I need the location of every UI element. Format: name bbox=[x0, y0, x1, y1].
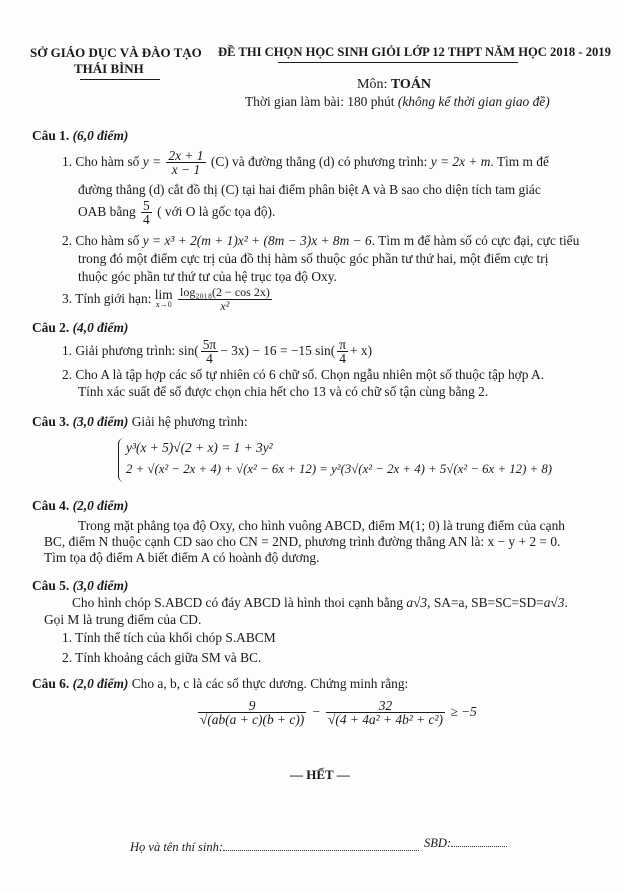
q1-p2-text-b: . Tìm m để hàm số có cực đại, cực tiểu bbox=[371, 233, 580, 248]
q6-title: Câu 6. bbox=[32, 676, 70, 691]
q5-l1-c: . bbox=[564, 595, 568, 610]
q6-text: Cho a, b, c là các số thực dương. Chứng minh rằng: bbox=[131, 676, 409, 691]
q3-title: Câu 3. bbox=[32, 414, 70, 429]
time-line bbox=[245, 94, 550, 110]
candidate-name-line bbox=[130, 840, 419, 855]
q4-line2: BC, điểm N thuộc cạnh CD sao cho CN = 2ND, phương trình đường thẳng AN là: x − y + 2 = 0. bbox=[44, 534, 561, 549]
q2-p1-text: 1. Giải phương trình: bbox=[62, 343, 176, 358]
q5-line2: Gọi M là trung điểm của CD. bbox=[44, 612, 202, 627]
system-brace bbox=[118, 438, 125, 482]
subject-name: TOÁN bbox=[390, 77, 432, 92]
q3-heading bbox=[32, 414, 248, 430]
q1-part2-line3: thuộc góc phần tư thứ tư của hệ trục tọa độ Oxy. bbox=[78, 269, 337, 284]
department-name: SỞ GIÁO DỤC VÀ ĐÀO TẠO bbox=[30, 45, 202, 60]
q1-part1-line1 bbox=[62, 148, 549, 176]
q6-minus: − bbox=[311, 704, 321, 719]
q1-p1-text-b: (C) và đường thẳng (d) có phương trình: bbox=[210, 154, 428, 169]
candidate-name-field[interactable] bbox=[223, 850, 419, 851]
q2-p1-frac1: $\frac{5\pi}{4}$ bbox=[202, 337, 217, 367]
q1-part1-line3 bbox=[78, 198, 275, 226]
q5-sd-length: a√3 bbox=[543, 595, 565, 610]
q5-heading bbox=[32, 578, 128, 594]
q1-title: Câu 1. bbox=[32, 128, 70, 143]
q5-title: Câu 5. bbox=[32, 578, 70, 593]
q2-title: Câu 2. bbox=[32, 320, 70, 335]
q1-part1-line2: đường thẳng (d) cắt đồ thị (C) tại hai điểm phân biệt A và B sao cho diện tích tam giác bbox=[78, 182, 541, 197]
q6-heading bbox=[32, 676, 408, 692]
q6-points: (2,0 điểm) bbox=[72, 676, 129, 691]
q1-part2-line2: trong đó một điểm cực trị của đồ thị hàm số thuộc góc phần tư thứ hai, một điểm cực trị bbox=[78, 251, 549, 266]
q3-points: (3,0 điểm) bbox=[72, 414, 129, 429]
q1-p1-fraction: $\frac{2x + 1}{x - 1}$ bbox=[168, 148, 204, 178]
q5-l1-b: , SA=a, SB=SC=SD= bbox=[427, 595, 544, 610]
q3-text: Giải hệ phương trình: bbox=[131, 414, 248, 429]
title-divider bbox=[278, 62, 518, 63]
time-note: (không kể thời gian giao đề) bbox=[397, 94, 550, 109]
sbd-field[interactable] bbox=[451, 846, 507, 847]
q5-l1-a: Cho hình chóp S.ABCD có đáy ABCD là hình thoi cạnh bằng bbox=[72, 595, 404, 610]
exam-title: ĐỀ THI CHỌN HỌC SINH GIỎI LỚP 12 THPT NĂM HỌC 2018 - 2019 bbox=[218, 45, 611, 59]
q2-p1-sin1: sin( bbox=[178, 343, 199, 358]
q2-p1-end: + x) bbox=[349, 343, 373, 358]
q5-part2: 2. Tính khoảng cách giữa SM và BC. bbox=[62, 650, 262, 665]
sbd-label: SBD: bbox=[424, 836, 452, 850]
q5-side-length: a√3 bbox=[406, 595, 428, 610]
q5-points: (3,0 điểm) bbox=[72, 578, 129, 593]
q1-p1-text-c: . Tìm m để bbox=[490, 154, 549, 169]
q1-part2-line1 bbox=[62, 233, 579, 249]
q1-p2-eq: y = x³ + 2(m + 1)x² + (8m − 3)x + 8m − 6 bbox=[142, 233, 372, 248]
q4-line1: Trong mặt phẳng tọa độ Oxy, cho hình vuông ABCD, điểm M(1; 0) là trung điểm của cạnh bbox=[78, 518, 565, 533]
q4-line3: Tìm tọa độ điểm A biết điểm A có hoành độ dương. bbox=[44, 550, 320, 565]
q3-equation1: y³(x + 5)√(2 + x) = 1 + 3y² bbox=[126, 440, 273, 455]
q2-part2-line2: Tính xác suất để số được chọn chia hết cho 13 và có chữ số tận cùng bằng 2. bbox=[78, 384, 489, 399]
subject-line bbox=[357, 77, 431, 93]
limit-symbol: lim x→0 bbox=[154, 286, 173, 309]
q1-p1-text-a: 1. Cho hàm số bbox=[62, 154, 140, 169]
q1-p3-fraction: $\frac{\text{log₂₀₁₈(2 − cos 2x)}}{\text{x²}}$ bbox=[179, 285, 270, 314]
q1-points: (6,0 điểm) bbox=[72, 128, 129, 143]
q1-p1-eq: y = 2x + m bbox=[430, 154, 491, 169]
q1-p1-five-fourths: $\frac{5}{4}$ bbox=[143, 198, 150, 228]
sbd-line bbox=[424, 836, 507, 851]
end-mark: — HẾT — bbox=[290, 767, 350, 782]
q2-part2-line1: 2. Cho A là tập hợp các số tự nhiên có 6 chữ số. Chọn ngẫu nhiên một số thuộc tập hợp A. bbox=[62, 367, 545, 382]
q2-p1-frac2: $\frac{\pi}{4}$ bbox=[339, 337, 346, 367]
q6-frac2: $\frac{32}{\text{√(4 + 4a² + 4b² + c²)}}$ bbox=[328, 698, 443, 728]
q6-rhs: ≥ −5 bbox=[450, 704, 477, 719]
q3-equation2: 2 + √(x² − 2x + 4) + √(x² − 6x + 12) = y²(3√(x² − 2x + 4) + 5√(x² − 6x + 12) + 8) bbox=[126, 462, 553, 476]
subject-label: Môn: bbox=[357, 77, 388, 92]
q4-title: Câu 4. bbox=[32, 498, 70, 513]
q2-points: (4,0 điểm) bbox=[72, 320, 129, 335]
q6-inequality bbox=[196, 697, 477, 727]
time-text: Thời gian làm bài: 180 phút bbox=[245, 94, 395, 109]
q1-p2-text-a: 2. Cho hàm số bbox=[62, 233, 140, 248]
q4-points: (2,0 điểm) bbox=[72, 498, 129, 513]
q2-part1 bbox=[62, 336, 372, 366]
q1-p3-text: 3. Tính giới hạn: bbox=[62, 291, 152, 306]
q5-line1 bbox=[72, 595, 568, 611]
q1-p1-y: y = bbox=[142, 154, 162, 169]
q2-p1-middle: − 3x) − 16 = −15 sin( bbox=[220, 343, 336, 358]
q1-heading bbox=[32, 128, 128, 144]
q1-p1-l3-a: OAB bằng bbox=[78, 204, 136, 219]
q1-p1-l3-b: ( với O là gốc tọa độ). bbox=[157, 204, 276, 219]
q4-heading bbox=[32, 498, 128, 514]
candidate-name-label: Họ và tên thí sinh: bbox=[130, 840, 224, 854]
header-divider bbox=[80, 79, 160, 80]
q2-heading bbox=[32, 320, 128, 336]
q6-frac1: $\frac{9}{√(ab(a + c)(b + c))}$ bbox=[200, 698, 305, 728]
q1-part3 bbox=[62, 284, 274, 314]
q5-part1: 1. Tính thể tích của khối chóp S.ABCM bbox=[62, 630, 276, 645]
province-name: THÁI BÌNH bbox=[74, 61, 144, 76]
